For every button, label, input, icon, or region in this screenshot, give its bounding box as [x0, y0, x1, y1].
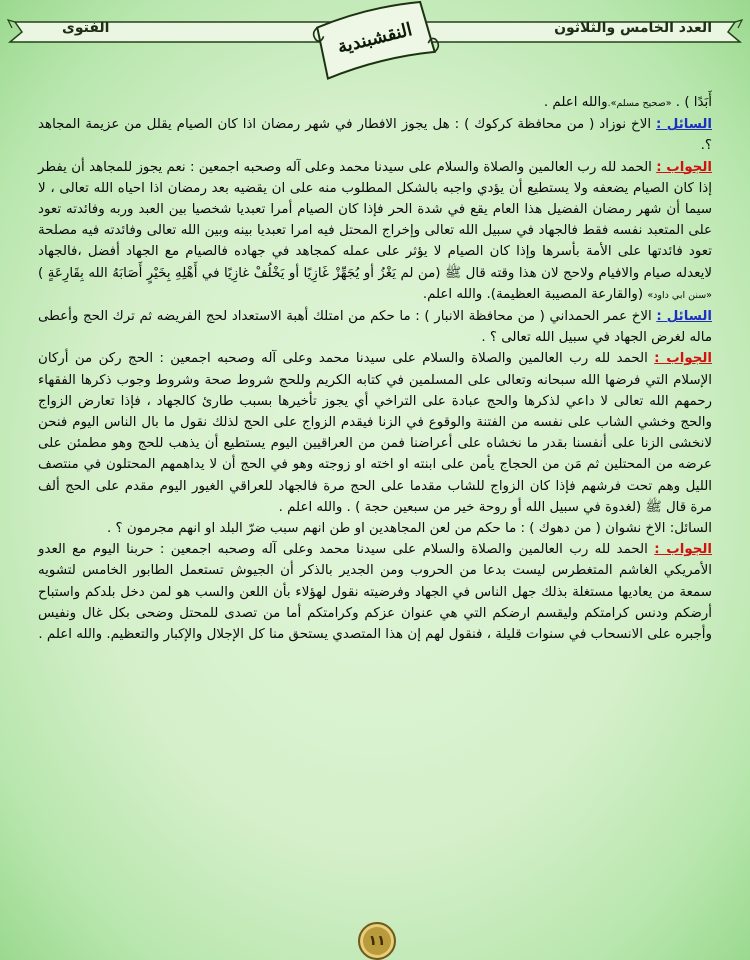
answer-text: الحمد لله رب العالمين والصلاة والسلام على سيدنا محمد وعلى آله وصحبه اجمعين : حربنا اليوم مع العدو الأمريكي الغاشم المتغطرس ليست بدعا من الحروب ومن الجدير بالذكر أن الجيوش تستعمل الطابور الخامس لتشويه سمعة من يعاديها مستغلة بذلك جهل الناس في الجهاد وفرضيته نقول لهؤلاء بأن اللعن والسب هو لمن دخل بلدكم واستباح أرضكم ودنس كرامتكم وليقسم ارضكم التي هي عنوان عزكم وكرامتكم أما من تصدى للمحتل وضحى بكل غال ونفيس وأجبره على الانسحاب في سنوات قليلة ، فنقول لهم إن هذا المتصدي يستحق منا كل الإجلال والإكبار والتعظيم. والله اعلم .	[38, 542, 712, 643]
answer-2	[38, 348, 712, 518]
answer-label: الجواب :	[654, 351, 712, 367]
question-label: السائل :	[656, 117, 712, 133]
question-2	[38, 306, 712, 348]
question-3	[38, 518, 712, 539]
issue-title: العدد الخامس والثلاثون	[554, 20, 712, 36]
answer-3	[38, 539, 712, 645]
paragraph-closing-previous	[38, 92, 712, 114]
answer-text: الحمد لله رب العالمين والصلاة والسلام على سيدنا محمد وعلى آله وصحبه اجمعين : نعم يجوز للمجاهد أن يفطر إذا كان الصيام يضعفه ولا يستطيع أن يؤدي واجبه بالشكل المطلوب منه على ان يقضيه بعد رمضان اذا احياه الله تعالى ، لا سيما أن شهر رمضان الفضيل هذا العام يقع في شدة الحر فإذا كان الصيام أمرا تعبديا شخصيا بين العبد وربه وفائدته تعود على المتعبد نفسه فقط فالجهاد في سبيل الله تعالى وإخراج المحتل فيه امرا تعبديا بينه وبين الله تعالى وفائدته فيه مصلحة تعود فائدتها على الأمة بأسرها وإذا كان الصيام لا يؤثر على عمله كمجاهد في جهاده فالصيام مع الجهاد أفضل ،فالجهاد لايعدله صيام والافيام ولاحج لان هذا وقته قال ﷺ (من لم يَغْزُ أو يُجَهِّزْ غَازِيًا أو يَخْلُفْ غازِيًا في أَهْلِهِ بِخَيْرٍ أَصَابَهُ الله بِقَارِعَةٍ )	[38, 159, 712, 281]
logo-text: النقشبندية	[335, 19, 415, 58]
hadith-source: «صحيح مسلم».	[607, 98, 672, 109]
question-text: الاخ نوزاد ( من محافظة كركوك ) : هل يجوز الافطار في شهر رمضان اذا كان الصيام يقلل من عزيمة المجاهد ؟.	[38, 117, 712, 154]
answer-label: الجواب :	[654, 542, 712, 558]
header-banner	[0, 0, 750, 90]
hadith-source: «سنن ابي داود»	[647, 289, 712, 301]
question-text: الاخ نشوان ( من دهوك ) : ما حكم من لعن المجاهدين او طن انهم سبب ضرّ البلد او انهم مجرمون ؟ .	[106, 521, 670, 537]
answer-text-tail: (والقارعة المصيبة العظيمة). والله اعلم.	[422, 286, 648, 302]
page-number: ١١	[368, 933, 386, 949]
question-label: السائل:	[669, 521, 712, 537]
fatwa-content	[38, 92, 712, 904]
question-text: الاخ عمر الحمداني ( من محافظة الانبار ) : ما حكم من امتلك أهبة الاستعداد لحج الفريضه ثم ترك الحج وأعطى ماله لغرض الجهاد في سبيل الله تعالى ؟ .	[38, 309, 712, 346]
page-number-badge	[358, 922, 396, 960]
section-title: الفتوى	[62, 20, 110, 36]
answer-label: الجواب :	[656, 159, 712, 175]
answer-1	[38, 157, 712, 306]
text-segment: والله اعلم .	[543, 95, 608, 110]
question-1	[38, 114, 712, 156]
question-label: السائل :	[656, 309, 712, 325]
text-segment: أَبَدًا ) .	[671, 95, 712, 110]
answer-text: الحمد لله رب العالمين والصلاة والسلام على سيدنا محمد وعلى آله وصحبه اجمعين : الحج ركن من أركان الإسلام التي فرضها الله سبحانه وتعالى على المسلمين في كتابه الكريم وللحج شروط صحة وشروط وجوب ذكرها الفقهاء رحمهم الله تعالى لا داعي لذكرها والحج عبادة على التراخي أي يجوز تأخيرها بسبب طارئ كالجهاد ، فإذا تعارض الزواج والحج وخشي الشاب على نفسه من الفتنة والوقوع في الزنا فيقدم الزواج على الحج لذلك نقول ما بال الناس اليوم فنحن لانخشى الزنا على أنفسنا بقدر ما نخشاه على أعراضنا فمن من العراقيين اليوم يستطيع أن يذهب للحج وهو مطمئن على عرضه من المحتلين ثم مَن من الحجاج يأمن على ابنته او اخته او زوجته وهو في الحج أن لا يداهمهم المحتلون في منتصف الليل وهم تحت فرشهم فإذا كان الزواج للشاب مقدما على الحج مرة فالجهاد للعراقي الغيور اليوم مقدم على الحج ألف مرة قال ﷺ (لغدوة في سبيل الله أو روحة خير من سبعين حجة ) . والله اعلم .	[38, 351, 712, 515]
